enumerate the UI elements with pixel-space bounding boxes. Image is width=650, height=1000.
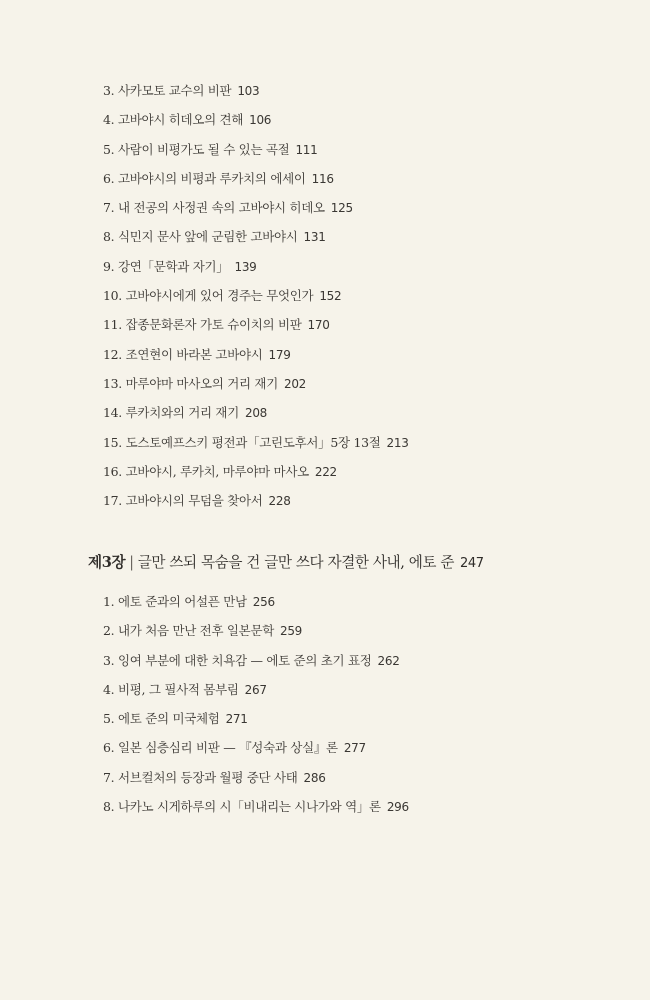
- toc-entry-title: 2. 내가 처음 만난 전후 일본문학: [103, 623, 274, 639]
- toc-entry-page: 208: [244, 406, 267, 421]
- toc-entry-title: 1. 에토 준과의 어설픈 만남: [103, 594, 247, 609]
- toc-entry-title: 6. 일본 심층심리 비판 — 『성숙과 상실』론: [103, 740, 338, 756]
- chapter-page-number: 247: [460, 556, 484, 571]
- toc-entry-page: 267: [244, 682, 267, 697]
- toc-entry-page: 259: [280, 624, 303, 639]
- toc-entry-page: 103: [237, 84, 260, 98]
- toc-entry-page: 106: [249, 113, 272, 128]
- toc-entry-title: 5. 에토 준의 미국체험: [103, 711, 220, 727]
- toc-entry: [103, 76, 409, 105]
- toc-entry-title: 17. 고바야시의 무덤을 찾아서: [103, 493, 263, 509]
- toc-entry-page: 262: [377, 653, 400, 668]
- toc-entry: [103, 222, 409, 251]
- toc-entry-page: 256: [252, 595, 275, 609]
- toc-entry: [103, 193, 409, 222]
- toc-entry: [103, 281, 409, 310]
- toc-entry-title: 6. 고바야시의 비평과 루카치의 에세이: [103, 170, 306, 186]
- toc-entry: [103, 428, 409, 457]
- toc-entry-title: 7. 서브컬처의 등장과 월평 중단 사태: [103, 769, 298, 785]
- toc-entry: [103, 135, 409, 164]
- toc-entry-page: 116: [311, 171, 334, 186]
- toc-entry-page: 125: [330, 201, 353, 216]
- toc-entry-title: 4. 고바야시 히데오의 견해: [103, 112, 244, 128]
- toc-entry-title: 4. 비평, 그 필사적 몸부림: [103, 681, 239, 697]
- toc-entry: [103, 587, 409, 616]
- toc-entry: [103, 369, 409, 398]
- toc-entry-title: 12. 조연현이 바라본 고바야시: [103, 346, 263, 362]
- toc-list-chapter2: [103, 76, 409, 515]
- toc-entry-title: 10. 고바야시에게 있어 경주는 무엇인가: [103, 288, 314, 304]
- toc-entry-title: 13. 마루야마 마사오의 거리 재기: [103, 375, 278, 391]
- toc-entry-page: 131: [303, 230, 326, 245]
- toc-entry: [103, 105, 409, 134]
- toc-entry-page: 296: [386, 800, 409, 815]
- chapter-separator: |: [129, 554, 134, 571]
- toc-entry: [103, 340, 409, 369]
- toc-entry: [103, 733, 409, 762]
- toc-entry: [103, 675, 409, 704]
- toc-entry-title: 11. 잡종문화론자 가토 슈이치의 비판: [103, 317, 302, 333]
- toc-entry-title: 5. 사람이 비평가도 될 수 있는 곡절: [103, 141, 290, 157]
- toc-entry-page: 286: [303, 770, 326, 785]
- toc-entry-title: 3. 잉여 부분에 대한 치욕감 — 에토 준의 초기 표정: [103, 652, 372, 668]
- toc-list-chapter3: [103, 587, 409, 821]
- chapter-heading: [88, 551, 484, 572]
- toc-entry-title: 8. 식민지 문사 앞에 군림한 고바야시: [103, 229, 298, 245]
- toc-entry-page: 213: [386, 435, 409, 450]
- toc-entry-page: 228: [268, 494, 291, 509]
- toc-entry: [103, 646, 409, 675]
- toc-entry: [103, 792, 409, 821]
- toc-entry-title: 8. 나카노 시게하루의 시「비내리는 시나가와 역」론: [103, 799, 381, 815]
- toc-entry-page: 139: [234, 259, 257, 274]
- toc-entry-page: 152: [319, 289, 342, 304]
- toc-entry-page: 222: [314, 464, 337, 479]
- toc-entry-title: 14. 루카치와의 거리 재기: [103, 405, 239, 421]
- chapter-title: 글만 쓰되 목숨을 건 글만 쓰다 자결한 사내, 에토 준: [137, 554, 455, 571]
- toc-entry: [103, 616, 409, 645]
- toc-entry: [103, 164, 409, 193]
- toc-entry-title: 15. 도스토예프스키 평전과「고린도후서」5장 13절: [103, 434, 381, 450]
- toc-entry: [103, 252, 409, 281]
- chapter-number: 제3장: [88, 554, 126, 571]
- toc-entry: [103, 310, 409, 339]
- toc-entry-page: 277: [343, 741, 366, 756]
- toc-entry-page: 179: [268, 347, 291, 362]
- toc-entry-page: 111: [295, 142, 318, 157]
- toc-entry: [103, 763, 409, 792]
- toc-entry: [103, 704, 409, 733]
- toc-entry-title: 7. 내 전공의 사정권 속의 고바야시 히데오: [103, 200, 325, 216]
- toc-entry: [103, 457, 409, 486]
- toc-entry-title: 3. 사카모토 교수의 비판: [103, 83, 232, 98]
- toc-entry-page: 170: [307, 318, 330, 333]
- toc-entry-title: 16. 고바야시, 루카치, 마루야마 마사오: [103, 463, 309, 479]
- toc-entry-title: 9. 강연「문학과 자기」: [103, 258, 229, 274]
- toc-entry: [103, 486, 409, 515]
- toc-entry-page: 202: [283, 376, 306, 391]
- toc-entry-page: 271: [225, 712, 248, 727]
- toc-entry: [103, 398, 409, 427]
